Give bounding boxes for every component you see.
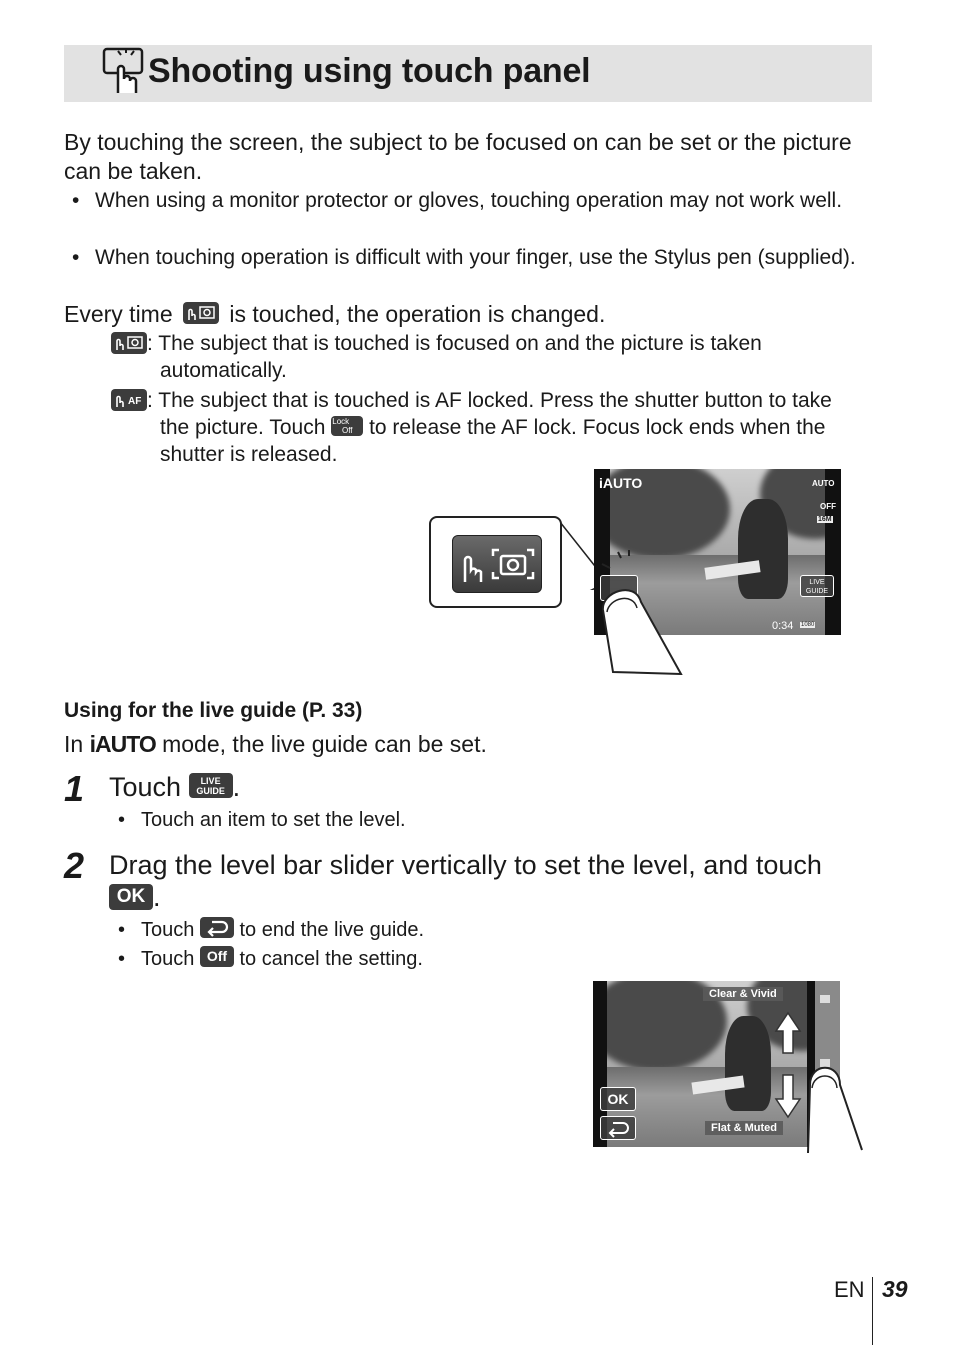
iauto-mode-icon: iAUTO bbox=[89, 731, 156, 757]
drag-arrows-icon bbox=[773, 1011, 803, 1121]
touch-hand-icon bbox=[102, 47, 144, 95]
note-item: • When touching operation is difficult with your finger, use the Stylus pen (supplied). bbox=[72, 246, 856, 269]
step-number: 2 bbox=[64, 845, 85, 886]
mode-indicator: iAUTO bbox=[599, 475, 643, 491]
back-icon bbox=[200, 917, 234, 938]
language-label: EN bbox=[834, 1277, 865, 1302]
touch-shutter-icon bbox=[111, 332, 147, 354]
section-heading: Using for the live guide (P. 33) bbox=[64, 699, 363, 722]
note-item: • When using a monitor protector or gloves, touching operation may not work well. bbox=[72, 189, 843, 212]
ok-icon: OK bbox=[109, 884, 153, 910]
footer-divider bbox=[872, 1277, 873, 1345]
step-instruction: Drag the level bar slider vertically to set the level, and touch OK . bbox=[109, 850, 822, 912]
touch-shutter-icon bbox=[452, 535, 542, 593]
every-time-line: Every time is touched, the operation is changed. bbox=[64, 301, 606, 327]
live-guide-button[interactable]: LIVE GUIDE bbox=[800, 575, 834, 597]
back-button[interactable] bbox=[600, 1116, 636, 1140]
level-label-top: Clear & Vivid bbox=[703, 987, 783, 1001]
level-label-bottom: Flat & Muted bbox=[705, 1121, 783, 1135]
mode-description: : The subject that is touched is AF locked. Press the shutter button to take the picture. Touch Lock Off to release the AF lock. Focus lock ends when the shutter is released. bbox=[147, 389, 832, 466]
touch-shutter-icon bbox=[183, 302, 219, 324]
flash-indicator: AUTO bbox=[812, 479, 835, 488]
step-instruction: Touch LIVE GUIDE . bbox=[109, 772, 241, 802]
touch-af-icon bbox=[111, 389, 147, 411]
page-number: 39 bbox=[882, 1276, 908, 1302]
mode-description: : The subject that is touched is focused on and the picture is taken automatically. bbox=[147, 332, 762, 382]
step-bullet: • Touch Off to cancel the setting. bbox=[118, 948, 423, 970]
step-bullet: • Touch an item to set the level. bbox=[118, 809, 406, 831]
lock-off-badge: Lock Off bbox=[331, 416, 363, 436]
finger-illustration bbox=[800, 1060, 870, 1155]
ok-button[interactable]: OK bbox=[600, 1087, 636, 1111]
step-number: 1 bbox=[64, 768, 85, 809]
page-title: Shooting using touch panel bbox=[148, 52, 591, 90]
live-guide-icon: LIVE GUIDE bbox=[189, 773, 233, 798]
mode-line: In iAUTO mode, the live guide can be set. bbox=[64, 731, 487, 757]
finger-illustration bbox=[585, 550, 695, 675]
record-time: 0:34 bbox=[772, 620, 794, 632]
stabilizer-indicator: OFF bbox=[820, 502, 836, 511]
intro-paragraph: By touching the screen, the subject to be focused on can be set or the picture can be taken. bbox=[64, 129, 852, 184]
image-size-indicator: 16M bbox=[818, 516, 832, 523]
video-quality: 1080 bbox=[801, 622, 815, 628]
svg-text:AF: AF bbox=[128, 396, 142, 407]
cancel-off-icon: Off bbox=[200, 946, 234, 967]
zoom-callout bbox=[429, 516, 562, 608]
step-bullet: • Touch to end the live guide. bbox=[118, 919, 425, 941]
